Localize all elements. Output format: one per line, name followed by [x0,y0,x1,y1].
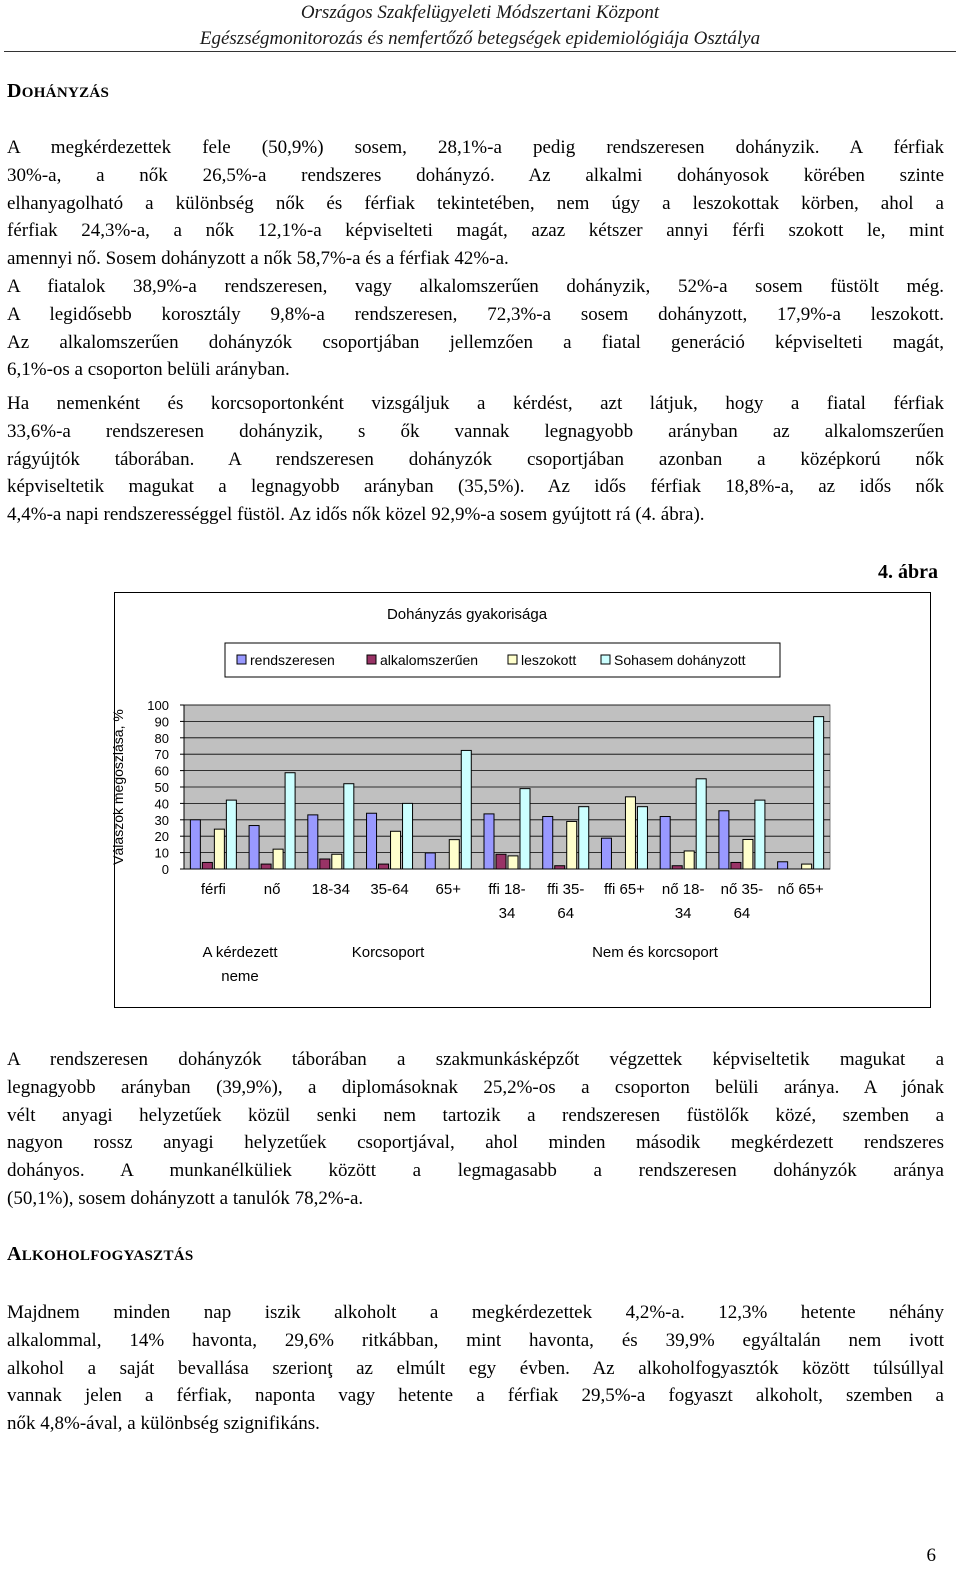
y-tick-label: 40 [154,796,169,812]
text-line: dohányos. A munkanélküliek között a legmagasabb a rendszeresen dohányzók aránya [7,1160,944,1182]
bar [743,839,753,869]
chart-title: Dohányzás gyakorisága [386,606,548,623]
legend-swatch [601,655,610,664]
legend-label: rendszeresen [250,652,335,668]
text-line: nagyon rossz anyagi helyzetűek csoportjával, ahol minden második megkérdezett rendszeres [7,1132,944,1154]
bar [719,811,729,869]
x-tick-label: ffi 18- [488,881,526,898]
smoking-paragraph-2 [7,273,944,384]
text-line: 4,4%-a napi rendszerességgel füstöl. Az idős nők közel 92,9%-a sosem gyújtott rá (4. ábra). [7,504,705,526]
bar [425,853,435,869]
y-tick-label: 10 [154,845,169,861]
x-group-label: neme [221,968,259,985]
x-group-label: A kérdezett [202,944,278,961]
text-line: A fiatalok 38,9%-a rendszeresen, vagy alkalomszerűen dohányzik, 52%-a sosem füstölt még. [7,276,944,297]
x-tick-label: 34 [498,905,516,922]
figure-label: 4. ábra [878,561,938,583]
text-line: A rendszeresen dohányzók táborában a szakmunkásképzőt végzettek képviseltetik magukat a [7,1049,944,1070]
x-tick-label: ffi 35- [547,881,585,898]
section-heading-alcohol: ALKOHOLFOGYASZTÁS [7,1243,194,1265]
bar [379,864,389,869]
chart-svg [110,593,930,1007]
legend-label: Sohasem dohányzott [614,652,746,668]
x-tick-label: férfi [200,881,226,898]
legend-label: leszokott [521,652,577,668]
bar [403,803,413,869]
bar [520,789,530,869]
x-tick-label: nő 18- [661,881,705,898]
y-tick-label: 70 [154,747,169,763]
text-line: legnagyobb arányban (39,9%), a diplomásoknak 25,2%-os a csoporton belüli aránya. A jónak [7,1076,944,1098]
x-group-label: Korcsoport [351,944,425,961]
y-tick-label: 100 [147,698,169,713]
bar [555,866,565,869]
bar [579,807,589,869]
alcohol-paragraph [7,1299,944,1438]
bar [484,814,494,869]
smoking-paragraph-4 [7,1046,944,1213]
bar [391,831,401,869]
legend-swatch [237,655,246,664]
y-tick-label: 20 [154,829,169,845]
x-tick-label: 64 [733,905,751,922]
bar [332,854,342,869]
y-tick-label: 30 [154,812,169,828]
bar [202,862,212,869]
text-line: 30%-a, a nők 26,5%-a rendszeres dohányzó. Az alkalmi dohányosok körében szinte [7,164,944,186]
bar [731,862,741,869]
bar [778,862,788,869]
text-line: A megkérdezettek fele (50,9%) sosem, 28,1%-a pedig rendszeresen dohányzik. A férfiak [7,137,944,158]
legend-label: alkalomszerűen [380,652,479,668]
text-line: Ha nemenként és korcsoportonként vizsgáljuk a kérdést, azt látjuk, hogy a fiatal férfiak [7,393,944,414]
y-tick-label: 60 [154,763,169,779]
bar [814,717,824,869]
bar [285,773,295,869]
text-line: Majdnem minden nap iszik alkoholt a megkérdezettek 4,2%-a. 12,3% hetente néhány [7,1302,944,1323]
x-tick-label: 34 [674,905,692,922]
bar [226,800,236,869]
bar [449,840,459,869]
text-line: amennyi nő. Sosem dohányzott a nők 58,7%-a és a férfiak 42%-a. [7,248,509,270]
bar [344,784,354,869]
bar [684,851,694,869]
bar [308,815,318,869]
text-line: vannak jelen a férfiak, naponta vagy hetente a férfiak 29,5%-a fogyaszt alkoholt, szemben a [7,1385,944,1407]
y-tick-label: 80 [154,730,169,746]
bar [802,864,812,869]
y-tick-label: 90 [154,714,169,730]
x-tick-label: 64 [557,905,575,922]
bar [320,859,330,869]
smoking-paragraph-1 [7,134,944,273]
x-tick-label: nő [263,881,281,898]
section-heading-smoking: DOHÁNYZÁS [7,80,110,102]
bar [496,854,506,869]
bar [214,829,224,869]
text-line: nők 4,8%-ával, a különbség szignifikáns. [7,1413,320,1435]
bar [461,750,471,869]
text-line: (50,1%), sosem dohányzott a tanulók 78,2%-a. [7,1187,364,1209]
bar [508,856,518,869]
text-line: rágyújtók táborában. A rendszeresen dohányzók csoportjában azonban a középkorú nők [7,448,944,470]
header-divider [4,51,956,52]
bar [543,817,553,869]
text-line: elhanyagolható a különbség nők és férfiak tekintetében, nem úgy a leszokottak körben, ahol a [7,192,944,214]
page-number: 6 [926,1545,936,1566]
text-line: 33,6%-a rendszeresen dohányzik, s ők vannak legnagyobb arányban az alkalomszerűen [7,420,944,442]
bar [273,849,283,869]
header-department: Egészségmonitorozás és nemfertőző betegségek epidemiológiája Osztálya [199,28,761,49]
bar [367,813,377,869]
text-line: A legidősebb korosztály 9,8%-a rendszeresen, 72,3%-a sosem dohányzott, 17,9%-a leszokott. [7,303,944,325]
smoking-frequency-chart [110,592,931,1008]
text-line: férfiak 24,3%-a, a nők 12,1%-a képviselteti magát, azaz kétszer annyi férfi szokott le, mint [7,220,944,242]
smoking-paragraph-3 [7,390,944,529]
x-tick-label: 35-64 [370,881,409,898]
x-tick-label: nő 35- [720,881,764,898]
x-group-label: Nem és korcsoport [592,944,718,961]
bar [601,838,611,869]
text-line: 6,1%-os a csoporton belüli arányban. [7,359,290,381]
header-institution: Országos Szakfelügyeleti Módszertani Központ [300,2,660,23]
x-tick-label: 65+ [435,881,461,898]
bar [249,826,259,869]
bar [261,864,271,869]
text-line: Az alkalomszerűen dohányzók csoportjában jellemzően a fiatal generáció képviselteti magát, [7,331,944,353]
bar [637,807,647,869]
y-tick-label: 0 [161,862,169,877]
x-tick-label: ffi 65+ [603,881,645,898]
text-line: vélt anyagi helyzetűek közül senki nem tartozik a rendszeresen füstölők közé, szemben a [7,1104,944,1126]
legend-swatch [508,655,517,664]
y-axis-label: Válaszok megoszlása, % [110,709,126,865]
x-tick-label: nő 65+ [777,881,824,898]
bar [696,779,706,869]
text-line: képviseltetik magukat a legnagyobb arányban (35,5%). Az idős férfiak 18,8%-a, az idős nők [7,476,944,498]
bar [672,866,682,869]
bar [567,821,577,869]
bar [660,817,670,869]
page-header [0,0,960,52]
y-tick-label: 50 [154,780,169,795]
text-line: alkohol a saját bevallása szerionţ az elmúlt egy évben. Az alkoholfogyasztók között túlsúllyal [7,1357,944,1379]
bar [190,820,200,869]
x-tick-label: 18-34 [311,881,351,898]
bar [625,797,635,869]
text-line: alkalommal, 14% havonta, 29,6% ritkábban, mint havonta, és 39,9% egyáltalán nem ivott [7,1329,944,1351]
bar [755,800,765,869]
legend-swatch [367,655,376,664]
